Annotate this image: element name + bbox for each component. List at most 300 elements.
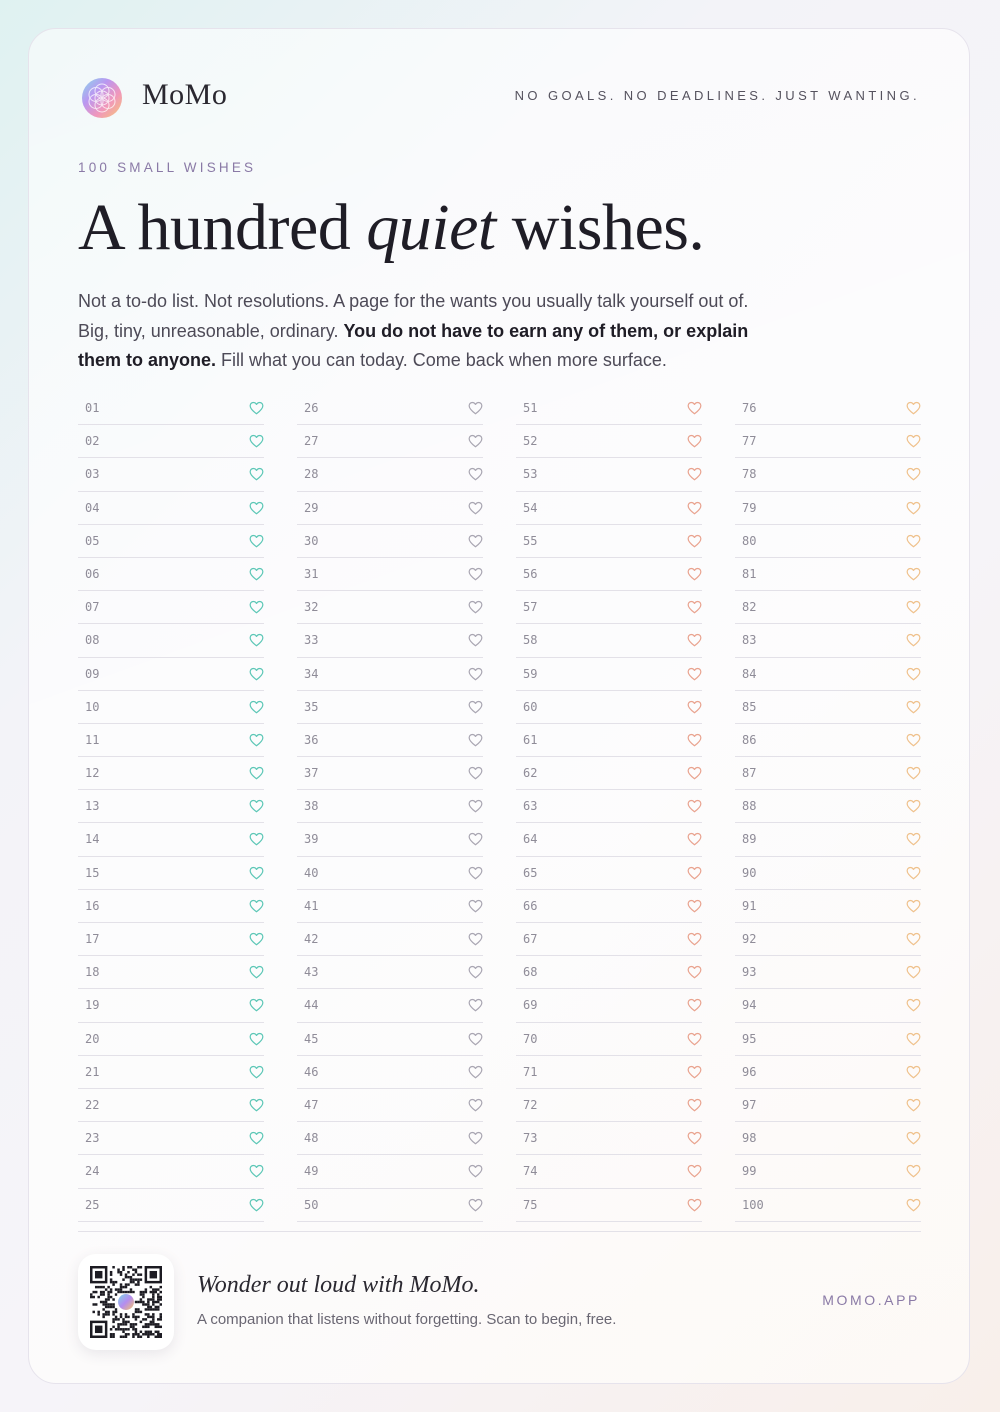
wish-row[interactable] <box>78 790 264 823</box>
wish-number: 16 <box>85 898 100 913</box>
wish-row[interactable] <box>297 1089 483 1122</box>
wish-number: 70 <box>523 1031 538 1046</box>
wish-number: 27 <box>304 434 319 449</box>
heart-outline-icon[interactable] <box>249 832 264 846</box>
heart-outline-icon[interactable] <box>906 1098 921 1112</box>
wish-row[interactable] <box>297 624 483 657</box>
wish-number: 65 <box>523 865 538 880</box>
heart-outline-icon[interactable] <box>906 932 921 946</box>
wish-number: 29 <box>304 500 319 515</box>
wish-number: 68 <box>523 965 538 980</box>
heart-outline-icon[interactable] <box>687 899 702 913</box>
wish-column <box>516 392 702 1222</box>
heart-outline-icon[interactable] <box>468 434 483 448</box>
heart-outline-icon[interactable] <box>468 667 483 681</box>
wish-number: 02 <box>85 434 100 449</box>
heart-outline-icon[interactable] <box>249 667 264 681</box>
wish-number: 52 <box>523 434 538 449</box>
wish-row[interactable] <box>297 1155 483 1188</box>
wish-row[interactable] <box>516 1056 702 1089</box>
wish-row[interactable] <box>297 492 483 525</box>
heart-outline-icon[interactable] <box>468 799 483 813</box>
wish-number: 46 <box>304 1064 319 1079</box>
wish-row[interactable] <box>516 658 702 691</box>
wish-row[interactable] <box>516 591 702 624</box>
heart-outline-icon[interactable] <box>249 932 264 946</box>
wish-number: 60 <box>523 699 538 714</box>
wish-row[interactable] <box>297 392 483 425</box>
heart-outline-icon[interactable] <box>687 567 702 581</box>
wish-row[interactable] <box>297 525 483 558</box>
wish-number: 90 <box>742 865 757 880</box>
heart-outline-icon[interactable] <box>687 401 702 415</box>
heart-outline-icon[interactable] <box>468 932 483 946</box>
wish-row[interactable] <box>735 1089 921 1122</box>
heart-outline-icon[interactable] <box>249 799 264 813</box>
heart-outline-icon[interactable] <box>687 1032 702 1046</box>
heart-outline-icon[interactable] <box>249 1164 264 1178</box>
heart-outline-icon[interactable] <box>249 534 264 548</box>
wish-number: 21 <box>85 1064 100 1079</box>
heart-outline-icon[interactable] <box>906 1131 921 1145</box>
heart-outline-icon[interactable] <box>468 401 483 415</box>
wish-number: 12 <box>85 766 100 781</box>
wish-row[interactable] <box>78 458 264 491</box>
wish-row[interactable] <box>297 823 483 856</box>
heart-outline-icon[interactable] <box>906 600 921 614</box>
wish-row[interactable] <box>735 1056 921 1089</box>
wish-number: 91 <box>742 898 757 913</box>
wish-number: 55 <box>523 533 538 548</box>
wish-row[interactable] <box>735 823 921 856</box>
wish-row[interactable] <box>78 1189 264 1222</box>
heart-outline-icon[interactable] <box>468 733 483 747</box>
wish-row[interactable] <box>516 1155 702 1188</box>
heart-outline-icon[interactable] <box>249 1198 264 1212</box>
wish-row[interactable] <box>78 492 264 525</box>
heart-outline-icon[interactable] <box>249 700 264 714</box>
wish-row[interactable] <box>78 591 264 624</box>
wish-row[interactable] <box>297 1122 483 1155</box>
wish-number: 79 <box>742 500 757 515</box>
heart-outline-icon[interactable] <box>906 700 921 714</box>
wish-row[interactable] <box>516 823 702 856</box>
wish-row[interactable] <box>78 1023 264 1056</box>
heart-outline-icon[interactable] <box>468 534 483 548</box>
wish-row[interactable] <box>78 1122 264 1155</box>
wish-row[interactable] <box>78 757 264 790</box>
wish-number: 03 <box>85 467 100 482</box>
wish-row[interactable] <box>516 857 702 890</box>
heart-outline-icon[interactable] <box>906 832 921 846</box>
wish-row[interactable] <box>78 1089 264 1122</box>
wish-number: 19 <box>85 998 100 1013</box>
heart-outline-icon[interactable] <box>906 667 921 681</box>
wish-row[interactable] <box>297 658 483 691</box>
heart-outline-icon[interactable] <box>249 633 264 647</box>
wish-row[interactable] <box>735 525 921 558</box>
heart-outline-icon[interactable] <box>687 467 702 481</box>
wish-grid <box>78 392 921 1222</box>
wish-number: 86 <box>742 732 757 747</box>
heart-outline-icon[interactable] <box>687 1164 702 1178</box>
eyebrow-label: 100 SMALL WISHES <box>78 160 257 175</box>
wish-row[interactable] <box>78 724 264 757</box>
wish-row[interactable] <box>297 691 483 724</box>
wish-row[interactable] <box>735 558 921 591</box>
heart-outline-icon[interactable] <box>249 567 264 581</box>
heart-outline-icon[interactable] <box>687 633 702 647</box>
heart-outline-icon[interactable] <box>249 1065 264 1079</box>
flower-of-life-icon <box>80 76 124 120</box>
heart-outline-icon[interactable] <box>906 434 921 448</box>
wish-row[interactable] <box>78 923 264 956</box>
wish-row[interactable] <box>297 591 483 624</box>
heart-outline-icon[interactable] <box>906 633 921 647</box>
wish-row[interactable] <box>516 525 702 558</box>
heart-outline-icon[interactable] <box>687 799 702 813</box>
heart-outline-icon[interactable] <box>468 1032 483 1046</box>
wish-number: 51 <box>523 401 538 415</box>
wish-number: 67 <box>523 932 538 946</box>
wish-number: 47 <box>304 1097 319 1112</box>
wish-row[interactable] <box>297 757 483 790</box>
wish-row[interactable] <box>516 1189 702 1222</box>
wish-number: 40 <box>304 865 319 880</box>
heart-outline-icon[interactable] <box>468 700 483 714</box>
qr-code-icon <box>90 1266 162 1338</box>
wish-row[interactable] <box>297 558 483 591</box>
wish-row[interactable] <box>516 392 702 425</box>
wish-number: 57 <box>523 600 538 615</box>
heart-outline-icon[interactable] <box>906 899 921 913</box>
wish-number: 58 <box>523 633 538 648</box>
heart-outline-icon[interactable] <box>687 667 702 681</box>
heart-outline-icon[interactable] <box>687 866 702 880</box>
wish-row[interactable] <box>735 956 921 989</box>
wish-row[interactable] <box>735 1023 921 1056</box>
wish-row[interactable] <box>297 890 483 923</box>
qr-code[interactable] <box>78 1254 174 1350</box>
wish-number: 59 <box>523 666 538 681</box>
heart-outline-icon[interactable] <box>249 733 264 747</box>
heart-outline-icon[interactable] <box>906 1198 921 1212</box>
heart-outline-icon[interactable] <box>468 998 483 1012</box>
wish-number: 28 <box>304 467 319 482</box>
page-title <box>78 190 704 266</box>
heart-outline-icon[interactable] <box>468 600 483 614</box>
footer-divider <box>78 1231 921 1232</box>
brand-name: MoMo <box>142 78 228 111</box>
wish-row[interactable] <box>516 757 702 790</box>
wish-number: 93 <box>742 965 757 980</box>
heart-outline-icon[interactable] <box>687 832 702 846</box>
wish-row[interactable] <box>735 458 921 491</box>
heart-outline-icon[interactable] <box>468 633 483 647</box>
wish-row[interactable] <box>297 458 483 491</box>
wish-row[interactable] <box>297 923 483 956</box>
wish-row[interactable] <box>516 558 702 591</box>
wish-row[interactable] <box>78 525 264 558</box>
wish-row[interactable] <box>297 857 483 890</box>
heart-outline-icon[interactable] <box>468 965 483 979</box>
wish-row[interactable] <box>516 1023 702 1056</box>
heart-outline-icon[interactable] <box>468 832 483 846</box>
heart-outline-icon[interactable] <box>687 501 702 515</box>
wish-row[interactable] <box>78 624 264 657</box>
heart-outline-icon[interactable] <box>687 766 702 780</box>
heart-outline-icon[interactable] <box>906 998 921 1012</box>
wish-row[interactable] <box>735 691 921 724</box>
wish-row[interactable] <box>735 591 921 624</box>
heart-outline-icon[interactable] <box>249 1131 264 1145</box>
wish-number: 45 <box>304 1031 319 1046</box>
wish-row[interactable] <box>735 757 921 790</box>
heart-outline-icon[interactable] <box>906 534 921 548</box>
wish-number: 35 <box>304 699 319 714</box>
heart-outline-icon[interactable] <box>906 501 921 515</box>
heart-outline-icon[interactable] <box>468 567 483 581</box>
wish-row[interactable] <box>516 492 702 525</box>
wish-row[interactable] <box>516 790 702 823</box>
heart-outline-icon[interactable] <box>906 567 921 581</box>
intro-bold: You do not have to earn any of them, or explain them to anyone. <box>78 320 749 370</box>
heart-outline-icon[interactable] <box>906 866 921 880</box>
heart-outline-icon[interactable] <box>687 998 702 1012</box>
wish-number: 17 <box>85 932 100 946</box>
wish-row[interactable] <box>297 724 483 757</box>
heart-outline-icon[interactable] <box>468 1065 483 1079</box>
wish-row[interactable] <box>78 890 264 923</box>
wish-number: 81 <box>742 566 757 581</box>
heart-outline-icon[interactable] <box>687 965 702 979</box>
wish-row[interactable] <box>297 956 483 989</box>
heart-outline-icon[interactable] <box>249 434 264 448</box>
wish-row[interactable] <box>516 458 702 491</box>
wish-number: 01 <box>85 401 100 415</box>
wish-row[interactable] <box>735 890 921 923</box>
wish-number: 34 <box>304 666 319 681</box>
heart-outline-icon[interactable] <box>906 965 921 979</box>
wish-number: 72 <box>523 1097 538 1112</box>
wish-number: 87 <box>742 766 757 781</box>
wish-number: 61 <box>523 732 538 747</box>
wish-row[interactable] <box>78 1056 264 1089</box>
header <box>80 74 920 122</box>
wish-row[interactable] <box>516 1122 702 1155</box>
heart-outline-icon[interactable] <box>468 866 483 880</box>
wish-number: 30 <box>304 533 319 548</box>
wish-number: 66 <box>523 898 538 913</box>
wish-row[interactable] <box>735 790 921 823</box>
wish-number: 05 <box>85 533 100 548</box>
heart-outline-icon[interactable] <box>906 467 921 481</box>
wish-number: 26 <box>304 401 319 415</box>
heart-outline-icon[interactable] <box>687 534 702 548</box>
wish-row[interactable] <box>516 624 702 657</box>
wish-number: 96 <box>742 1064 757 1079</box>
wish-number: 06 <box>85 566 100 581</box>
wish-row[interactable] <box>735 1155 921 1188</box>
wish-number: 08 <box>85 633 100 648</box>
wish-row[interactable] <box>735 1122 921 1155</box>
wish-number: 100 <box>742 1197 764 1212</box>
heart-outline-icon[interactable] <box>249 998 264 1012</box>
heart-outline-icon[interactable] <box>687 1198 702 1212</box>
wish-number: 76 <box>742 401 757 415</box>
cta-title: Wonder out loud with MoMo. <box>197 1272 480 1298</box>
heart-outline-icon[interactable] <box>249 600 264 614</box>
heart-outline-icon[interactable] <box>249 766 264 780</box>
wish-number: 10 <box>85 699 100 714</box>
wish-row[interactable] <box>735 392 921 425</box>
heart-outline-icon[interactable] <box>687 1098 702 1112</box>
wish-row[interactable] <box>78 1155 264 1188</box>
heart-outline-icon[interactable] <box>687 434 702 448</box>
wish-number: 78 <box>742 467 757 482</box>
wish-number: 15 <box>85 865 100 880</box>
wish-number: 95 <box>742 1031 757 1046</box>
wish-row[interactable] <box>735 923 921 956</box>
heart-outline-icon[interactable] <box>906 1065 921 1079</box>
heart-outline-icon[interactable] <box>468 1198 483 1212</box>
wish-row[interactable] <box>516 1089 702 1122</box>
wish-row[interactable] <box>735 857 921 890</box>
wish-number: 63 <box>523 799 538 814</box>
heart-outline-icon[interactable] <box>249 899 264 913</box>
title-end: wishes. <box>495 191 705 264</box>
wish-row[interactable] <box>78 857 264 890</box>
heart-outline-icon[interactable] <box>687 1131 702 1145</box>
heart-outline-icon[interactable] <box>906 733 921 747</box>
wish-number: 73 <box>523 1131 538 1146</box>
intro-part-2: Fill what you can today. Come back when more surface. <box>216 350 667 370</box>
wish-number: 53 <box>523 467 538 482</box>
wish-column <box>297 392 483 1222</box>
wish-row[interactable] <box>297 425 483 458</box>
heart-outline-icon[interactable] <box>468 1164 483 1178</box>
wish-row[interactable] <box>78 823 264 856</box>
wish-row[interactable] <box>78 989 264 1022</box>
wish-number: 37 <box>304 766 319 781</box>
heart-outline-icon[interactable] <box>249 1032 264 1046</box>
wish-number: 77 <box>742 434 757 449</box>
heart-outline-icon[interactable] <box>249 467 264 481</box>
wish-row[interactable] <box>78 558 264 591</box>
wish-row[interactable] <box>78 425 264 458</box>
wish-number: 74 <box>523 1164 538 1179</box>
wish-number: 07 <box>85 600 100 615</box>
wish-row[interactable] <box>516 956 702 989</box>
heart-outline-icon[interactable] <box>906 799 921 813</box>
wish-row[interactable] <box>297 1189 483 1222</box>
heart-outline-icon[interactable] <box>249 1098 264 1112</box>
wish-row[interactable] <box>735 425 921 458</box>
wish-number: 42 <box>304 932 319 946</box>
heart-outline-icon[interactable] <box>468 899 483 913</box>
wish-row[interactable] <box>516 425 702 458</box>
heart-outline-icon[interactable] <box>468 501 483 515</box>
wish-column <box>78 392 264 1222</box>
heart-outline-icon[interactable] <box>906 401 921 415</box>
wish-number: 56 <box>523 566 538 581</box>
heart-outline-icon[interactable] <box>468 467 483 481</box>
heart-outline-icon[interactable] <box>249 401 264 415</box>
wish-row[interactable] <box>735 1189 921 1222</box>
wish-row[interactable] <box>735 624 921 657</box>
heart-outline-icon[interactable] <box>468 766 483 780</box>
heart-outline-icon[interactable] <box>687 700 702 714</box>
heart-outline-icon[interactable] <box>249 501 264 515</box>
wish-number: 09 <box>85 666 100 681</box>
wish-row[interactable] <box>735 492 921 525</box>
heart-outline-icon[interactable] <box>906 1032 921 1046</box>
heart-outline-icon[interactable] <box>687 1065 702 1079</box>
wish-row[interactable] <box>516 923 702 956</box>
heart-outline-icon[interactable] <box>249 866 264 880</box>
wish-row[interactable] <box>735 989 921 1022</box>
wish-row[interactable] <box>516 691 702 724</box>
wish-row[interactable] <box>78 392 264 425</box>
wish-number: 39 <box>304 832 319 847</box>
wish-row[interactable] <box>297 790 483 823</box>
wish-number: 75 <box>523 1197 538 1212</box>
heart-outline-icon[interactable] <box>906 1164 921 1178</box>
wish-number: 18 <box>85 965 100 980</box>
wish-row[interactable] <box>735 724 921 757</box>
wish-row[interactable] <box>297 1056 483 1089</box>
wish-row[interactable] <box>78 956 264 989</box>
wish-number: 13 <box>85 799 100 814</box>
wish-row[interactable] <box>735 658 921 691</box>
intro-paragraph <box>78 287 778 376</box>
wish-row[interactable] <box>297 1023 483 1056</box>
wish-number: 54 <box>523 500 538 515</box>
cta-subtitle: A companion that listens without forgetting. Scan to begin, free. <box>197 1311 617 1328</box>
heart-outline-icon[interactable] <box>468 1098 483 1112</box>
wish-number: 97 <box>742 1097 757 1112</box>
wish-number: 43 <box>304 965 319 980</box>
wish-number: 20 <box>85 1031 100 1046</box>
wish-row[interactable] <box>297 989 483 1022</box>
wish-number: 11 <box>85 732 100 747</box>
wish-number: 71 <box>523 1064 538 1079</box>
heart-outline-icon[interactable] <box>468 1131 483 1145</box>
wish-number: 99 <box>742 1164 757 1179</box>
wish-number: 64 <box>523 832 538 847</box>
heart-outline-icon[interactable] <box>687 600 702 614</box>
wish-row[interactable] <box>516 890 702 923</box>
heart-outline-icon[interactable] <box>906 766 921 780</box>
heart-outline-icon[interactable] <box>687 932 702 946</box>
wish-number: 84 <box>742 666 757 681</box>
wish-row[interactable] <box>78 658 264 691</box>
heart-outline-icon[interactable] <box>249 965 264 979</box>
heart-outline-icon[interactable] <box>687 733 702 747</box>
wish-row[interactable] <box>516 989 702 1022</box>
wish-number: 22 <box>85 1097 100 1112</box>
wish-row[interactable] <box>516 724 702 757</box>
wish-number: 49 <box>304 1164 319 1179</box>
wish-number: 62 <box>523 766 538 781</box>
wish-number: 80 <box>742 533 757 548</box>
wish-number: 41 <box>304 898 319 913</box>
website-link[interactable]: MOMO.APP <box>822 1292 920 1308</box>
wish-row[interactable] <box>78 691 264 724</box>
title-start: A hundred <box>78 191 367 264</box>
wish-number: 32 <box>304 600 319 615</box>
wish-number: 14 <box>85 832 100 847</box>
